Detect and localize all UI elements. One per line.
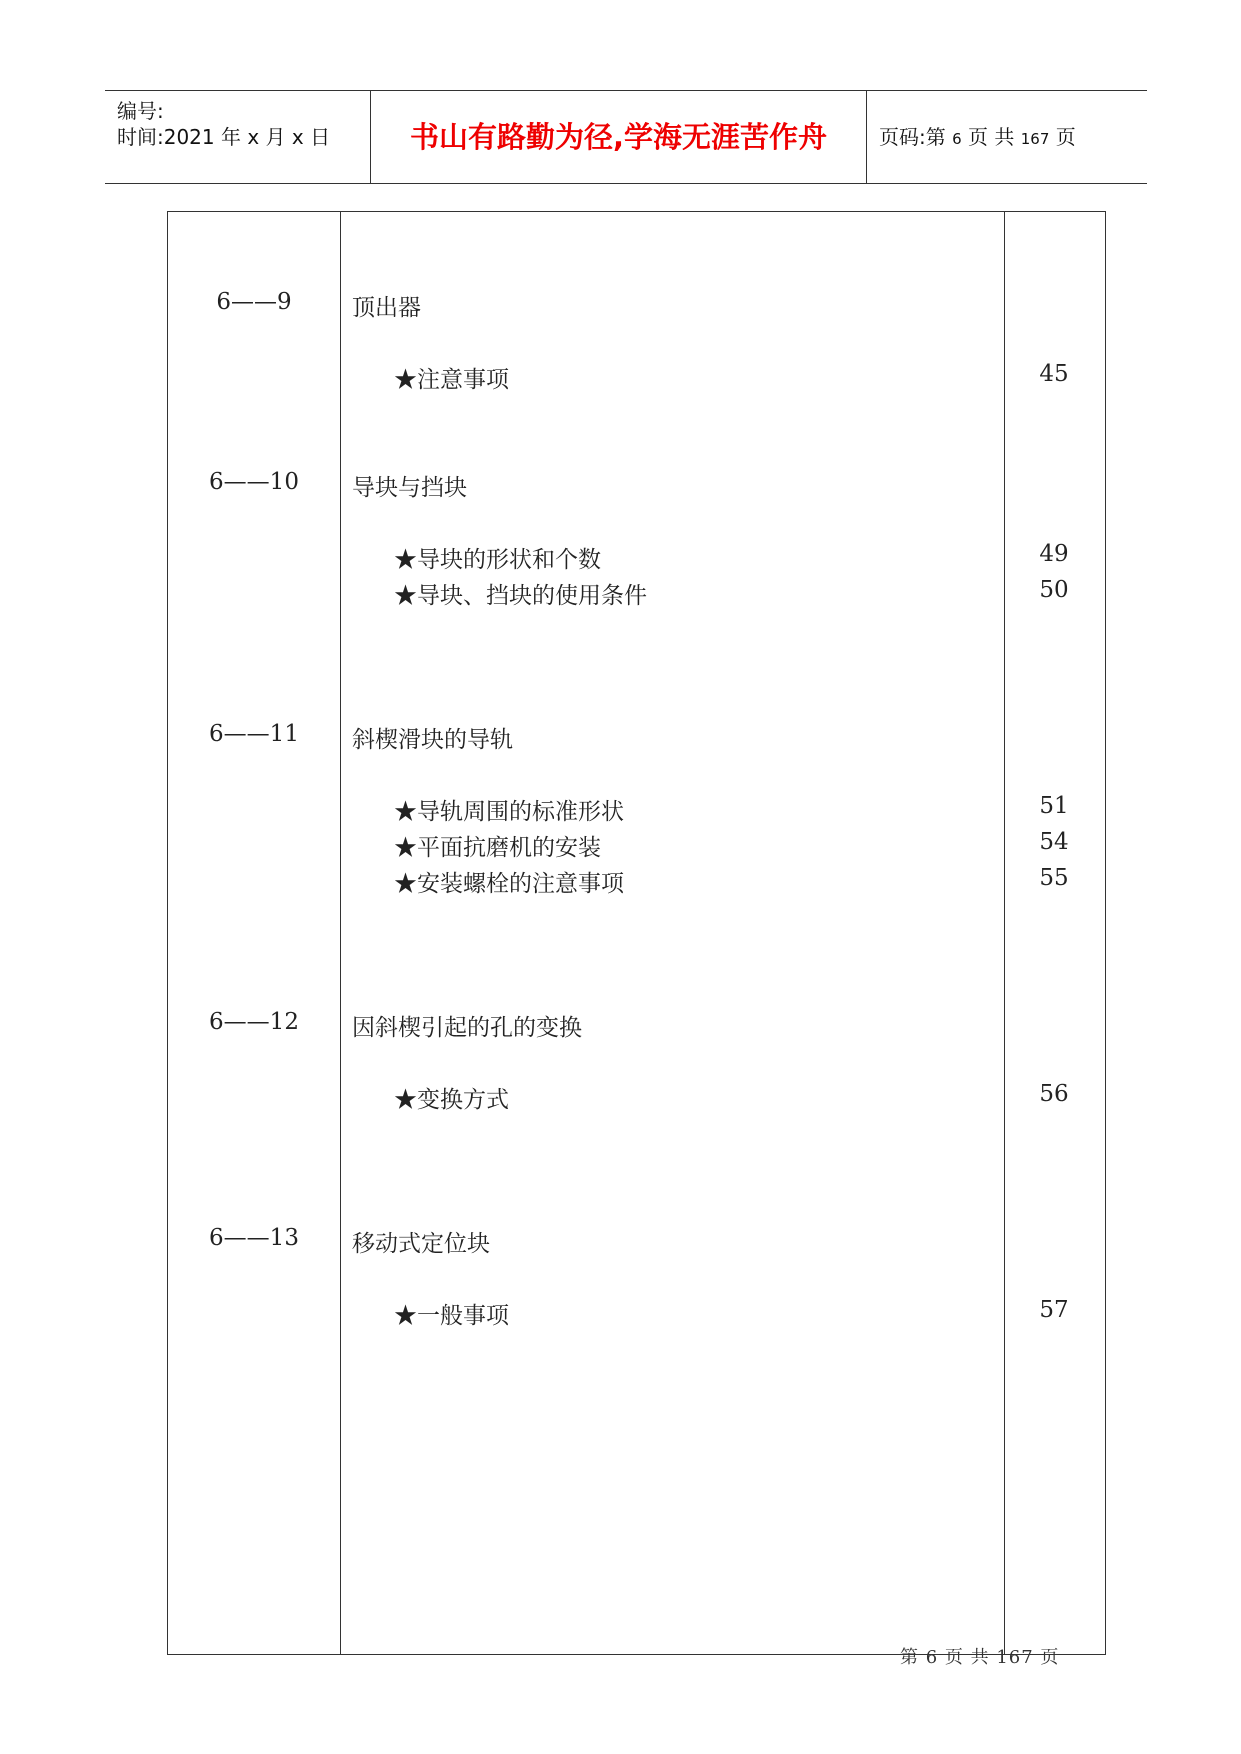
toc-item-label: ★注意事项 [394, 367, 509, 393]
section-title: 移动式定位块 [352, 1231, 490, 1257]
section-number: 6——12 [209, 1009, 299, 1035]
section-number: 6——11 [209, 721, 299, 747]
document-number-label: 编号: [117, 99, 164, 123]
header-info-cell [105, 91, 371, 183]
page-current: 6 [952, 130, 962, 148]
header-motto: 书山有路勤为径,学海无涯苦作舟 [371, 91, 867, 183]
toc-item-label: ★导块的形状和个数 [394, 547, 601, 573]
toc-item-label: ★平面抗磨机的安装 [394, 835, 601, 861]
toc-item-page: 50 [1039, 577, 1069, 603]
toc-item-page: 51 [1039, 793, 1069, 819]
section-title: 斜楔滑块的导轨 [352, 727, 513, 753]
header-page-info [867, 91, 1147, 183]
page-footer: 第 6 页 共 167 页 [900, 1647, 1060, 1668]
section-title: 顶出器 [352, 295, 421, 321]
toc-item-label: ★一般事项 [394, 1303, 509, 1329]
page-total: 167 [1020, 130, 1050, 148]
page-label-mid: 页 共 [968, 125, 1015, 149]
column-divider-right [1004, 212, 1005, 1654]
toc-item-page: 49 [1039, 541, 1069, 567]
column-divider-left [340, 212, 341, 1654]
toc-item-label: ★安装螺栓的注意事项 [394, 871, 624, 897]
toc-item-page: 56 [1039, 1081, 1069, 1107]
section-number: 6——13 [209, 1225, 299, 1251]
toc-table [167, 211, 1106, 1655]
page-label-suffix: 页 [1055, 125, 1076, 149]
toc-item-page: 54 [1039, 829, 1069, 855]
section-number: 6——9 [216, 289, 292, 315]
toc-item-label: ★导块、挡块的使用条件 [394, 583, 647, 609]
section-number: 6——10 [209, 469, 299, 495]
toc-item-label: ★变换方式 [394, 1087, 509, 1113]
toc-item-page: 55 [1039, 865, 1069, 891]
toc-item-label: ★导轨周围的标准形状 [394, 799, 624, 825]
section-title: 因斜楔引起的孔的变换 [352, 1015, 582, 1041]
section-title: 导块与挡块 [352, 475, 467, 501]
page-header [105, 90, 1147, 184]
page-label-prefix: 页码:第 [879, 125, 946, 149]
toc-item-page: 45 [1039, 361, 1069, 387]
toc-item-page: 57 [1039, 1297, 1069, 1323]
document-time-label: 时间:2021 年 x 月 x 日 [117, 125, 331, 149]
